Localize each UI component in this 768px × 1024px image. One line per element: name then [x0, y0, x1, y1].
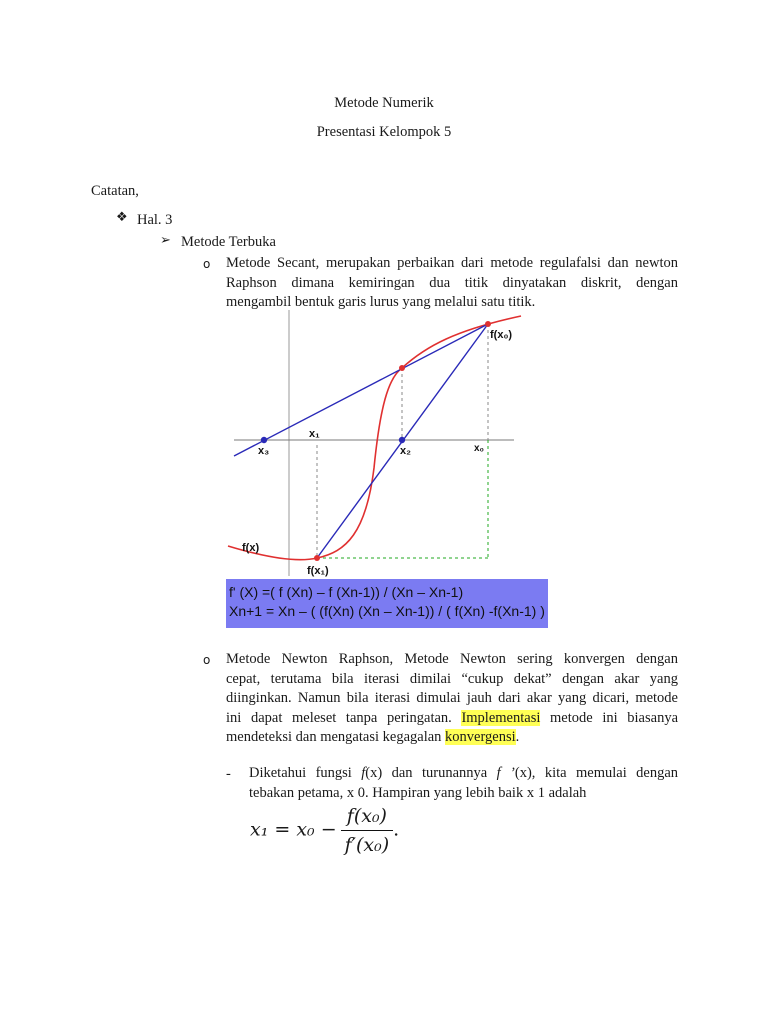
secant-formula-line-1: f' (X) =( f (Xn) – f (Xn-1)) / (Xn – Xn-1): [229, 584, 464, 600]
equation-fraction: [341, 805, 394, 856]
point-x3: [261, 437, 267, 443]
equation-denominator: f′(x₀): [344, 834, 390, 856]
label-x1: x₁: [309, 428, 320, 440]
arrow-bullet-icon: ➢: [160, 233, 171, 248]
label-fx0: f(x₀): [490, 329, 513, 341]
label-x2: x₂: [400, 445, 412, 457]
label-fx: f(x): [242, 542, 260, 554]
secant-method-figure: [226, 308, 526, 580]
circle-bullet-icon: o: [203, 257, 211, 271]
secant-formula-box: [226, 579, 548, 628]
derivation-fprime: f ’: [496, 765, 515, 781]
newton-line-5-post: .: [515, 729, 520, 745]
newton-line-4-pre: ini dapat meleset tanpa peringatan.: [226, 709, 462, 726]
label-x3: x₃: [258, 445, 270, 457]
secant-line-3: mengambil bentuk garis lurus yang melalui satu titik.: [226, 294, 536, 310]
derivation-line-2: tebakan petama, x 0. Hampiran yang lebih baik x 1 adalah: [249, 784, 587, 801]
secant-line-2: Raphson dimana kemiringan dua titik dinyatakan diskrit, dengan: [226, 274, 678, 291]
derivation-line-1-a: Diketahui fungsi: [249, 765, 362, 781]
outline-item-metode-terbuka: Metode Terbuka: [181, 234, 276, 250]
derivation-paragraph: [249, 764, 678, 803]
newton-line-4: [226, 709, 678, 729]
newton-line-3: diinginkan. Namun bila iterasi dimulai jauh dari akar yang dicari, metode: [226, 690, 678, 706]
derivation-line-1: [249, 764, 678, 784]
dash-bullet: -: [226, 766, 231, 782]
point-curve-x2: [399, 365, 405, 371]
point-x2: [399, 437, 405, 443]
circle-bullet-icon: o: [203, 653, 211, 667]
highlight-implementasi: Implementasi: [461, 709, 541, 726]
outline-item-hal3: Hal. 3: [137, 212, 173, 228]
secant-line-1: Metode Secant, merupakan perbaikan dari metode regulafalsi dan newton: [226, 255, 678, 271]
newton-paragraph: [226, 650, 678, 748]
highlight-konvergensi: konvergensi: [445, 729, 516, 745]
newton-line-2: cepat, terutama bila iterasi dimilai “cukup dekat” dengan akar yang: [226, 670, 678, 687]
secant-formula-line-2: Xn+1 = Xn – ( (f(Xn) (Xn – Xn-1)) / ( f(Xn) -f(Xn-1) ): [229, 603, 545, 619]
secant-paragraph: [226, 254, 678, 313]
point-fx0: [485, 321, 491, 327]
notes-label: Catatan,: [91, 183, 139, 199]
equation-period: .: [393, 818, 400, 841]
diamond-bullet-icon: ❖: [116, 210, 128, 225]
newton-equation: [250, 805, 399, 856]
newton-line-4-post: metode ini biasanya: [540, 709, 679, 726]
derivation-line-1-b: (x) dan turunannya: [365, 765, 497, 781]
point-fx1: [314, 555, 320, 561]
newton-line-5: [226, 728, 678, 748]
newton-line-5-pre: mendeteksi dan mengatasi kegagalan: [226, 729, 446, 745]
newton-line-1: Metode Newton Raphson, Metode Newton sering konvergen dengan: [226, 651, 678, 667]
label-x0: x₀: [474, 443, 485, 454]
label-fx1: f(x₁): [307, 565, 329, 577]
secant-line-upper: [234, 324, 488, 456]
derivation-line-1-c: (x), kita memulai dengan: [514, 765, 679, 781]
equation-numerator: f(x₀): [341, 805, 394, 831]
document-subtitle: Presentasi Kelompok 5: [316, 124, 452, 140]
function-curve: [228, 316, 521, 560]
equation-lhs: x₁ = x₀ −: [250, 818, 337, 841]
document-title: Metode Numerik: [334, 95, 434, 111]
derivation-f: f: [361, 765, 366, 781]
